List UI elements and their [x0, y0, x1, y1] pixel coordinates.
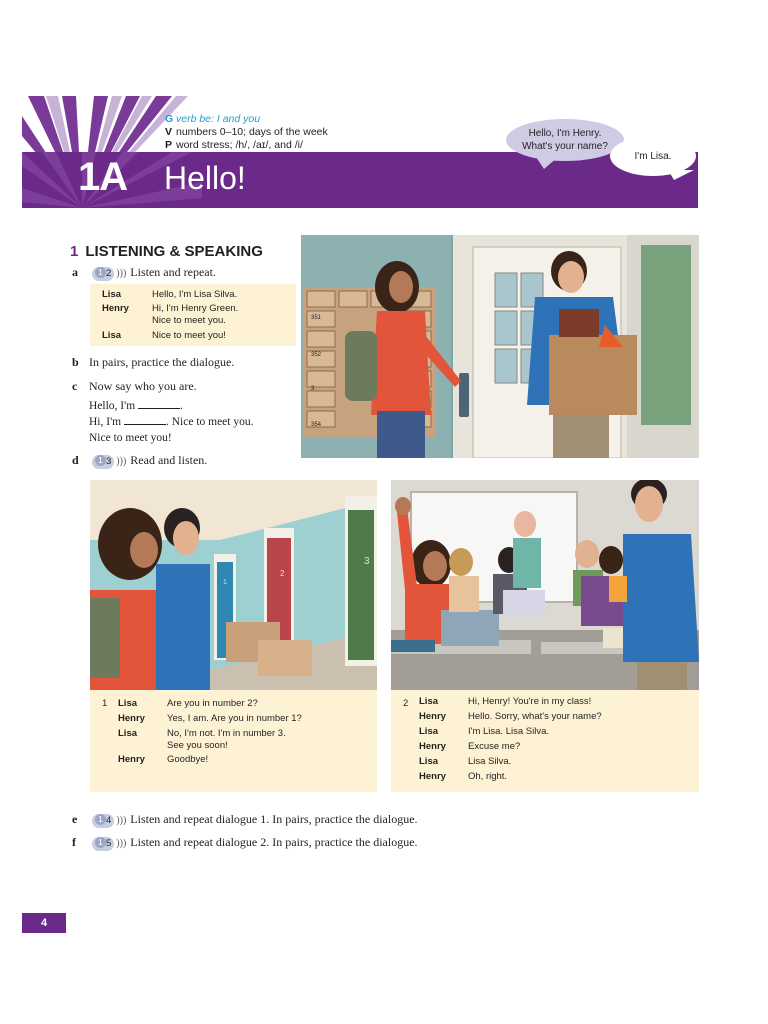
vocab-row: [165, 126, 328, 139]
dialog-row: [102, 289, 237, 301]
pron-key: P: [165, 139, 173, 151]
gap-text: Hi, I'm: [89, 416, 122, 428]
section-title: LISTENING & SPEAKING: [85, 243, 263, 260]
exercise-letter: a: [72, 265, 78, 279]
audio-icon: ))): [116, 815, 127, 826]
dialog-a-box: [90, 284, 296, 346]
speaker: Henry: [118, 754, 145, 765]
line: I'm Lisa. Lisa Silva.: [468, 726, 550, 737]
speaker: Lisa: [102, 289, 122, 300]
door-number: 3: [364, 556, 370, 567]
dialog-row: [102, 303, 238, 327]
speaker: Lisa: [419, 696, 439, 707]
exercise-d: [72, 453, 207, 469]
exercise-letter: e: [72, 812, 78, 826]
audio-icon: ))): [116, 268, 127, 279]
page-number: 4: [22, 913, 66, 933]
exercise-letter: d: [72, 453, 79, 467]
exercise-text: Listen and repeat dialogue 1. In pairs, practice the dialogue.: [130, 812, 418, 826]
dialog-row: [102, 330, 226, 342]
line: Hi, Henry! You're in my class!: [468, 696, 592, 707]
grammar-row: [165, 113, 328, 126]
bubble-tail-lisa: [668, 170, 694, 180]
track-number: 3: [106, 456, 112, 467]
dialog-row: [419, 696, 591, 708]
exercise-letter: b: [72, 355, 79, 369]
pronunciation-row: [165, 139, 328, 152]
speaker: Henry: [102, 303, 129, 314]
speaker: Lisa: [419, 756, 439, 767]
dialog-row: [118, 698, 258, 710]
dialogue-number: 2: [403, 698, 409, 709]
exercise-text: Listen and repeat dialogue 2. In pairs, practice the dialogue.: [130, 835, 418, 849]
track-number: 5: [106, 838, 112, 849]
mailbox-label: 3: [311, 386, 315, 392]
gap-text: . Nice to meet you.: [165, 416, 254, 428]
dialogue-1-box: [90, 690, 377, 792]
vocab-text: numbers 0–10; days of the week: [176, 126, 328, 138]
section-heading: [70, 243, 263, 260]
exercise-e: [72, 812, 418, 828]
line: Yes, I am. Are you in number 1?: [167, 713, 302, 724]
audio-icon: ))): [116, 456, 127, 467]
exercise-text: Now say who you are.: [89, 379, 197, 393]
exercise-c: [72, 379, 197, 394]
unit-banner: [22, 152, 698, 208]
audio-track-button[interactable]: [92, 455, 114, 469]
bubble-henry-line1: Hello, I'm Henry.: [528, 128, 602, 139]
vocab-key: V: [165, 126, 173, 138]
gap-text: .: [180, 400, 183, 412]
audio-icon: ))): [116, 838, 127, 849]
grammar-text: verb be: I and you: [176, 113, 261, 125]
grammar-key: G: [165, 113, 174, 125]
unit-title: Hello!: [164, 160, 246, 196]
dialog-row: [118, 728, 286, 752]
dialog-row: [419, 771, 507, 783]
exercise-text: Listen and repeat.: [130, 265, 216, 279]
speaker: Henry: [419, 711, 446, 722]
exercise-text: Read and listen.: [130, 453, 208, 467]
line: Are you in number 2?: [167, 698, 258, 709]
line: Goodbye!: [167, 754, 209, 765]
dialog-row: [419, 756, 511, 768]
mailbox-label: 354: [311, 422, 322, 428]
dialogue-number: 1: [102, 698, 108, 709]
exercise-letter: f: [72, 835, 76, 849]
illustration-mailroom: [301, 235, 699, 458]
speaker: Lisa: [118, 728, 138, 739]
line: Excuse me?: [468, 741, 521, 752]
gap-blank: [138, 398, 180, 409]
exercise-letter: c: [72, 379, 78, 393]
line: Hi, I'm Henry Green.: [152, 303, 239, 314]
speaker: Henry: [118, 713, 145, 724]
speech-bubble-henry: [506, 119, 624, 161]
bubble-henry-line2: What's your name?: [522, 141, 608, 152]
line: Oh, right.: [468, 771, 508, 782]
gap-fill-lines: [89, 398, 254, 446]
speaker: Henry: [419, 741, 446, 752]
illustration-hallway: [90, 480, 377, 690]
line: See you soon!: [167, 740, 228, 751]
exercise-b: [72, 355, 234, 370]
track-disc: 1: [95, 814, 106, 825]
section-number: 1: [70, 243, 79, 260]
speaker: Lisa: [419, 726, 439, 737]
track-disc: 1: [95, 267, 106, 278]
line: Hello, I'm Lisa Silva.: [152, 289, 238, 300]
line: Nice to meet you.: [152, 315, 226, 326]
dialog-row: [419, 726, 549, 738]
exercise-a: [72, 265, 216, 281]
door-number: 2: [280, 569, 285, 578]
line: Hello. Sorry, what's your name?: [468, 711, 602, 722]
gap-blank: [124, 414, 166, 425]
pron-text: word stress; /h/, /aɪ/, and /i/: [176, 139, 303, 151]
exercise-text: In pairs, practice the dialogue.: [89, 355, 235, 369]
mailbox-label: 351: [311, 315, 322, 321]
track-number: 4: [106, 815, 112, 826]
bubble-tail-henry: [536, 157, 558, 169]
illustration-classroom: [391, 480, 699, 690]
gap-text: Hello, I'm: [89, 400, 136, 412]
dialog-row: [419, 741, 520, 753]
track-disc: 1: [95, 455, 106, 466]
bubble-lisa-text: I'm Lisa.: [634, 151, 672, 162]
dialog-row: [419, 711, 602, 723]
audio-track-button[interactable]: [92, 814, 114, 828]
audio-track-button[interactable]: [92, 837, 114, 851]
exercise-f: [72, 835, 418, 851]
unit-number: 1A: [78, 155, 128, 199]
unit-syllabus: [165, 113, 328, 152]
speaker: Lisa: [102, 330, 122, 341]
line: Nice to meet you!: [152, 330, 226, 341]
mailbox-label: 352: [311, 352, 322, 358]
dialogue-2-box: [391, 690, 699, 792]
audio-track-button[interactable]: [92, 267, 114, 281]
line: No, I'm not. I'm in number 3.: [167, 728, 286, 739]
gap-text: Nice to meet you!: [89, 432, 172, 444]
speaker: Henry: [419, 771, 446, 782]
line: Lisa Silva.: [468, 756, 512, 767]
dialog-row: [118, 713, 302, 725]
speaker: Lisa: [118, 698, 138, 709]
door-number: 1: [223, 579, 227, 586]
track-number: 2: [106, 268, 112, 279]
dialog-row: [118, 754, 208, 766]
track-disc: 1: [95, 837, 106, 848]
